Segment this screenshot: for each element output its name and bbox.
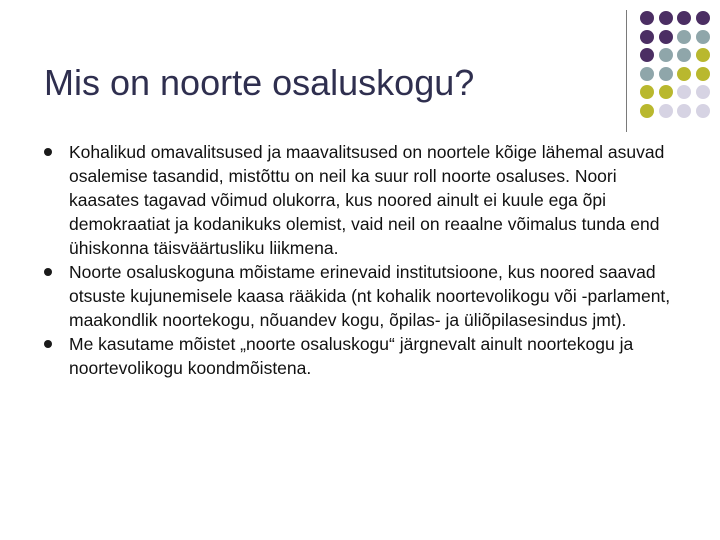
slide-title: Mis on noorte osaluskogu?	[44, 62, 475, 103]
decorative-dot-grid	[0, 0, 720, 140]
decorative-dot	[677, 85, 691, 99]
decorative-dot	[677, 67, 691, 81]
decorative-dot	[677, 30, 691, 44]
decorative-dot	[677, 48, 691, 62]
decorative-dot	[696, 11, 710, 25]
decorative-dot	[677, 11, 691, 25]
bullet-list	[44, 140, 674, 380]
decorative-dot	[659, 30, 673, 44]
decorative-dot	[640, 30, 654, 44]
decorative-dot	[677, 104, 691, 118]
decorative-dot	[659, 11, 673, 25]
bullet-icon	[44, 148, 52, 156]
bullet-item	[44, 332, 674, 380]
decorative-dot	[640, 67, 654, 81]
bullet-text: Me kasutame mõistet „noorte osaluskogu“ järgnevalt ainult noortekogu ja noortevolikogu koondmõistena.	[69, 334, 634, 378]
decorative-dot	[696, 30, 710, 44]
decorative-dot	[696, 48, 710, 62]
bullet-text: Noorte osaluskoguna mõistame erinevaid institutsioone, kus noored saavad otsuste kujunemisele kaasa rääkida (nt kohalik noortevolikogu või -parlament, maakondlik noortekogu, nõuandev kogu, õpilas- ja üliõpilasesindus jmt).	[69, 262, 671, 330]
decorative-dot	[659, 67, 673, 81]
decorative-dot	[696, 85, 710, 99]
decorative-dot	[659, 48, 673, 62]
decorative-dot	[640, 11, 654, 25]
decorative-dot	[696, 67, 710, 81]
decorative-dot	[659, 85, 673, 99]
bullet-item	[44, 140, 674, 260]
bullet-icon	[44, 340, 52, 348]
decorative-dot	[640, 104, 654, 118]
decorative-dot	[640, 85, 654, 99]
decorative-dot	[696, 104, 710, 118]
bullet-text: Kohalikud omavalitsused ja maavalitsused on noortele kõige lähemal asuvad osalemise tasandid, mistõttu on neil ka suur roll noorte osaluses. Noori kaasates tagavad võimud olukorra, kus noored ainult ei kuule ega õpi demokraatiat ja kodanikuks olemist, vaid neil on reaalne võimalus tunda end ühiskonna täisväärtusliku liikmena.	[69, 142, 665, 258]
slide-body	[44, 140, 674, 380]
bullet-icon	[44, 268, 52, 276]
decorative-dot	[640, 48, 654, 62]
bullet-item	[44, 260, 674, 332]
decorative-dot	[659, 104, 673, 118]
